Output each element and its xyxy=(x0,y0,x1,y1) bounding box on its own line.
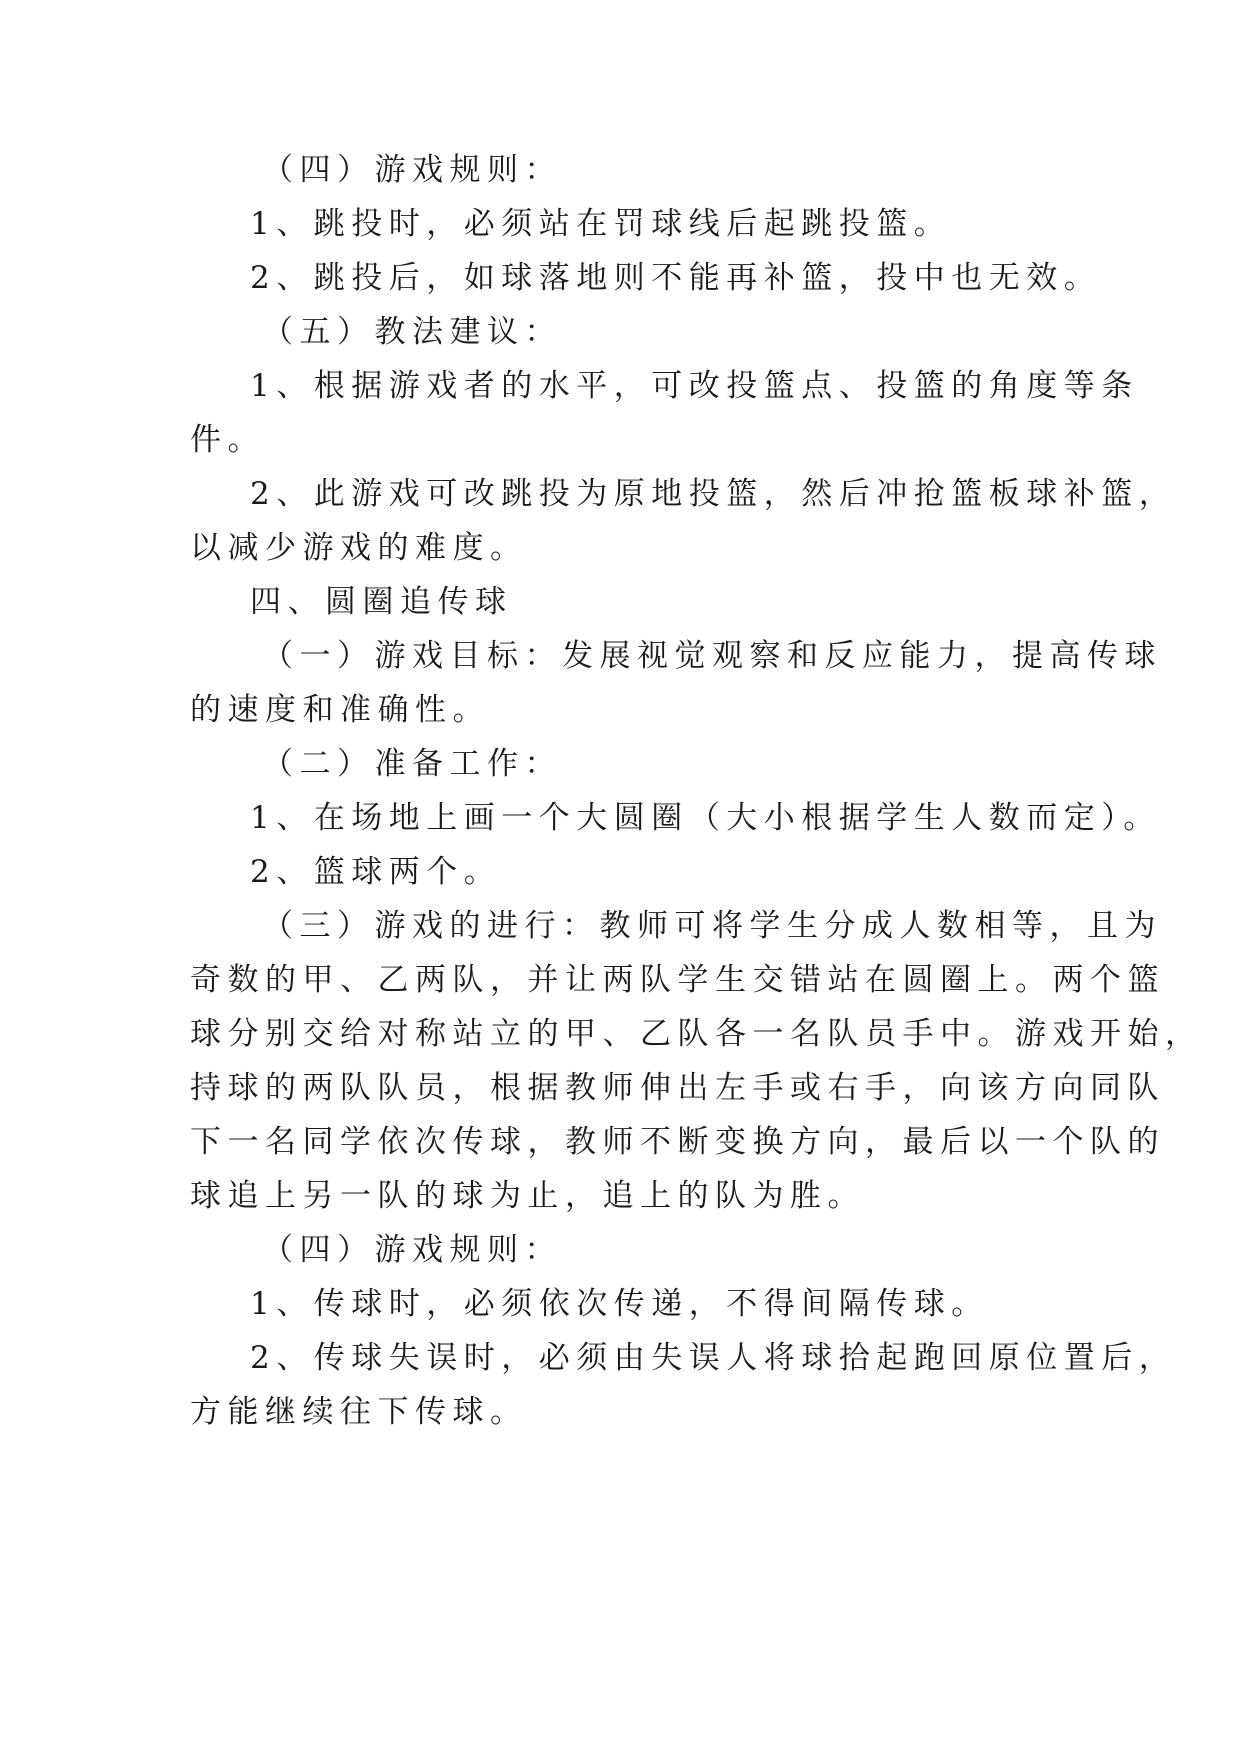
paragraph-line: 方能继续往下传球。 xyxy=(190,1394,528,1430)
paragraph-line: 件。 xyxy=(190,422,265,458)
paragraph-line: 的速度和准确性。 xyxy=(190,692,490,728)
paragraph-line: 球分别交给对称站立的甲、乙队各一名队员手中。游戏开始， xyxy=(190,1016,1203,1052)
section-heading-game-rules: （四）游戏规则： xyxy=(262,1232,562,1268)
paragraph-line: 1、跳投时，必须站在罚球线后起跳投篮。 xyxy=(250,206,952,242)
paragraph-line: 以减少游戏的难度。 xyxy=(190,530,528,566)
paragraph-line: 球追上另一队的球为止，追上的队为胜。 xyxy=(190,1178,865,1214)
paragraph-line: 1、根据游戏者的水平，可改投篮点、投篮的角度等条 xyxy=(250,368,1139,404)
section-heading-game-rules: （四）游戏规则： xyxy=(262,152,562,188)
paragraph-line: 2、跳投后，如球落地则不能再补篮，投中也无效。 xyxy=(250,260,1102,296)
paragraph-line: 1、传球时，必须依次传递，不得间隔传球。 xyxy=(250,1286,989,1322)
section-heading-preparation: （二）准备工作： xyxy=(262,746,562,782)
paragraph-line: 持球的两队队员，根据教师伸出左手或右手，向该方向同队 xyxy=(190,1070,1165,1106)
section-heading-teaching-suggestions: （五）教法建议： xyxy=(262,314,562,350)
paragraph-line: 1、在场地上画一个大圆圈（大小根据学生人数而定）。 xyxy=(250,800,1161,836)
paragraph-line: 奇数的甲、乙两队，并让两队学生交错站在圆圈上。两个篮 xyxy=(190,962,1165,998)
paragraph-line: 2、传球失误时，必须由失误人将球拾起跑回原位置后， xyxy=(250,1340,1177,1376)
paragraph-line: （三）游戏的进行：教师可将学生分成人数相等，且为 xyxy=(262,908,1162,944)
section-heading-circle-chase-pass: 四、圆圈追传球 xyxy=(250,584,513,620)
paragraph-line: （一）游戏目标：发展视觉观察和反应能力，提高传球 xyxy=(262,638,1162,674)
paragraph-line: 2、篮球两个。 xyxy=(250,854,502,890)
paragraph-line: 2、此游戏可改跳投为原地投篮，然后冲抢篮板球补篮， xyxy=(250,476,1177,512)
paragraph-line: 下一名同学依次传球，教师不断变换方向，最后以一个队的 xyxy=(190,1124,1165,1160)
